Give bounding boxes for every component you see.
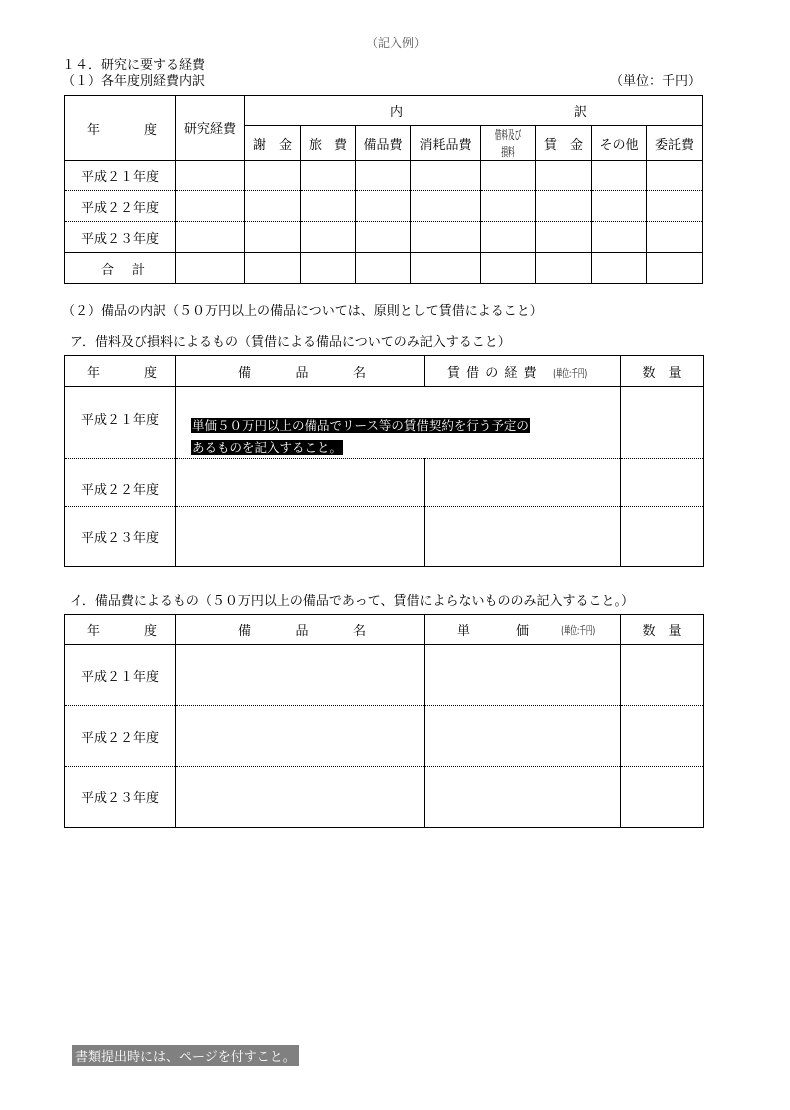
cell[interactable] <box>356 253 411 284</box>
table-i-caption: イ．備品費によるもの（５０万円以上の備品であって、賃借によらないもののみ記入すること。） <box>70 594 634 609</box>
cell[interactable] <box>647 253 703 284</box>
cell[interactable] <box>621 507 704 567</box>
cell[interactable] <box>176 507 425 567</box>
row-year: 平成２３年度 <box>65 767 176 828</box>
subsection-1-title: （１）各年度別経費内訳 <box>62 74 206 89</box>
label-part: 賃 <box>544 137 558 153</box>
cell[interactable] <box>621 459 704 507</box>
header-quantity: 数 量 <box>621 356 704 387</box>
label-part: 品 <box>295 624 309 639</box>
cell[interactable] <box>592 222 647 253</box>
annual-expense-table <box>64 95 703 284</box>
cell[interactable] <box>176 191 245 222</box>
cell[interactable] <box>176 161 245 191</box>
cell[interactable] <box>647 161 703 191</box>
table-row-total <box>65 253 703 284</box>
table-row <box>65 222 703 253</box>
note-line: あるものを記入すること。 <box>192 440 343 455</box>
header-year <box>65 615 176 645</box>
label-part: 謝 <box>253 137 267 153</box>
row-year: 平成２２年度 <box>65 191 176 222</box>
label-part: 年 <box>87 365 101 381</box>
cell[interactable] <box>411 222 481 253</box>
cell[interactable] <box>356 222 411 253</box>
cell[interactable] <box>481 253 536 284</box>
cell[interactable] <box>425 645 621 706</box>
label-part: 年 <box>87 624 101 639</box>
cell[interactable] <box>536 222 592 253</box>
label-part: 品 <box>295 365 309 381</box>
cell[interactable] <box>647 191 703 222</box>
cell[interactable] <box>176 459 425 507</box>
cell[interactable] <box>425 459 621 507</box>
label-part: 名 <box>352 624 366 639</box>
label-part: 単 <box>457 624 471 639</box>
cell[interactable] <box>245 191 301 222</box>
cell[interactable] <box>356 161 411 191</box>
table-row <box>65 191 703 222</box>
cell[interactable] <box>621 767 704 828</box>
cell[interactable] <box>245 222 301 253</box>
header-wages <box>536 126 592 161</box>
cell[interactable] <box>301 161 356 191</box>
cell[interactable] <box>176 767 425 828</box>
cell[interactable] <box>536 191 592 222</box>
label-part: 金 <box>569 137 583 153</box>
table-row <box>65 459 704 507</box>
header-honorarium <box>245 126 301 161</box>
footer-note: 書類提出時には、ページを付すこと。 <box>72 1045 299 1066</box>
cell[interactable] <box>301 191 356 222</box>
purchased-equipment-table <box>64 614 704 828</box>
header-outsourcing: 委託費 <box>647 126 703 161</box>
label-part: 計 <box>131 262 145 278</box>
cell[interactable] <box>592 253 647 284</box>
label-part: 備 <box>238 365 252 381</box>
cell[interactable] <box>176 706 425 767</box>
table-row <box>65 645 704 706</box>
cell[interactable] <box>425 507 621 567</box>
row-year: 平成２１年度 <box>65 161 176 191</box>
rental-cost-label: 賃 借 の 経 費 <box>447 365 538 381</box>
table-a-caption: ア．借料及び損料によるもの（賃借による備品についてのみ記入すること） <box>70 335 511 350</box>
cell[interactable] <box>425 767 621 828</box>
header-year <box>65 96 176 161</box>
header-other: その他 <box>592 126 647 161</box>
instruction-note <box>191 415 530 459</box>
header-rental-cost <box>425 356 621 387</box>
header-year <box>65 356 176 387</box>
cell[interactable] <box>481 222 536 253</box>
unit-label: (単位:千円) <box>560 623 595 637</box>
row-year: 平成２２年度 <box>65 706 176 767</box>
row-year: 平成２１年度 <box>65 387 176 459</box>
header-breakdown-part: 訳 <box>574 105 588 120</box>
label-part: 旅 <box>309 137 323 153</box>
label-part: 費 <box>333 137 347 153</box>
cell[interactable] <box>481 161 536 191</box>
label-part: 金 <box>278 137 292 153</box>
cell[interactable] <box>592 191 647 222</box>
cell[interactable] <box>536 161 592 191</box>
label-part: 名 <box>352 365 366 381</box>
section-title: １４．研究に要する経費 <box>62 58 206 73</box>
header-year-part: 年 <box>87 122 101 138</box>
unit-label: （単位：千円） <box>609 74 701 89</box>
table-row <box>65 767 704 828</box>
table-row <box>65 161 703 191</box>
table-row <box>65 706 704 767</box>
row-year: 平成２２年度 <box>65 459 176 507</box>
cell[interactable] <box>621 387 704 459</box>
cell[interactable] <box>481 191 536 222</box>
cell[interactable] <box>176 222 245 253</box>
header-breakdown-part: 内 <box>390 105 404 120</box>
row-year: 平成２３年度 <box>65 507 176 567</box>
cell[interactable] <box>621 645 704 706</box>
rental-equipment-table <box>64 355 704 567</box>
example-label: （記入例） <box>366 36 427 50</box>
label-part: 度 <box>143 365 157 381</box>
cell[interactable] <box>592 161 647 191</box>
unit-label: (単位:千円) <box>552 366 587 380</box>
header-research-cost: 研究経費 <box>176 96 245 161</box>
cell[interactable] <box>301 253 356 284</box>
header-equipment-name <box>176 356 425 387</box>
header-travel <box>301 126 356 161</box>
cell[interactable] <box>647 222 703 253</box>
cell[interactable] <box>411 191 481 222</box>
header-unit-price <box>425 615 621 645</box>
cell[interactable] <box>356 191 411 222</box>
header-consumables: 消耗品費 <box>411 126 481 161</box>
cell[interactable] <box>411 253 481 284</box>
cell[interactable] <box>536 253 592 284</box>
cell[interactable] <box>176 253 245 284</box>
header-equipment-name <box>176 615 425 645</box>
note-line: 単価５０万円以上の備品でリース等の賃借契約を行う予定の <box>192 418 529 433</box>
cell[interactable] <box>621 706 704 767</box>
header-breakdown <box>245 96 703 126</box>
label-part: 合 <box>101 262 115 278</box>
header-equipment: 備品費 <box>356 126 411 161</box>
row-year: 平成２１年度 <box>65 645 176 706</box>
cell[interactable] <box>411 161 481 191</box>
cell[interactable] <box>301 222 356 253</box>
table-row <box>65 507 704 567</box>
header-quantity: 数 量 <box>621 615 704 645</box>
rental-label: 借料及び損料 <box>494 128 522 159</box>
label-part: 度 <box>143 624 157 639</box>
header-year-part: 度 <box>143 122 157 138</box>
header-rental <box>481 126 536 161</box>
cell[interactable] <box>425 706 621 767</box>
row-year: 平成２３年度 <box>65 222 176 253</box>
subsection-2-title: （２）備品の内訳（５０万円以上の備品については、原則として賃借によること） <box>62 304 543 319</box>
row-total-label <box>65 253 176 284</box>
cell[interactable] <box>245 253 301 284</box>
cell[interactable] <box>176 645 425 706</box>
label-part: 価 <box>516 624 530 639</box>
label-part: 備 <box>238 624 252 639</box>
cell[interactable] <box>245 161 301 191</box>
